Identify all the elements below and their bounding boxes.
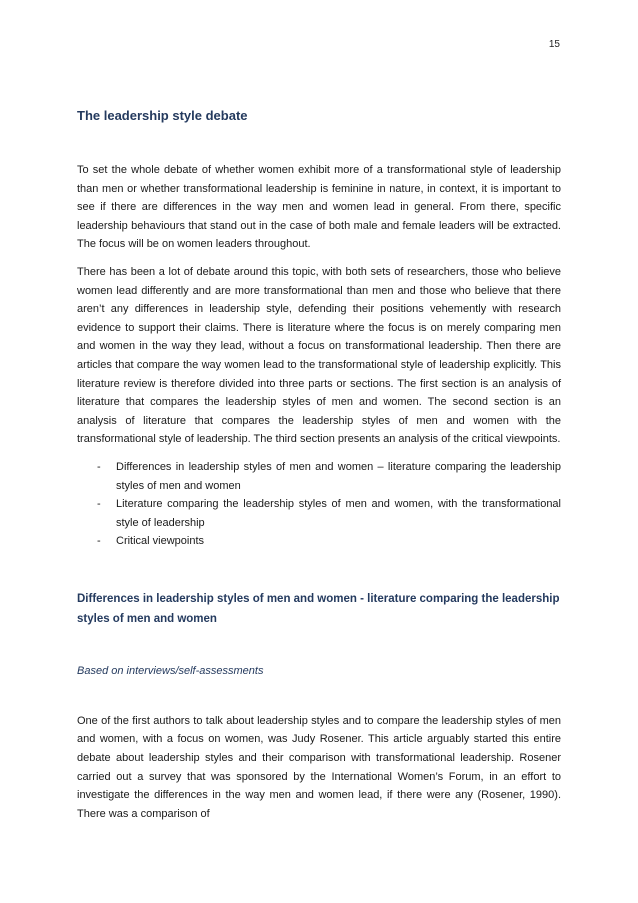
section-heading: The leadership style debate <box>77 108 248 123</box>
page-content <box>77 107 561 832</box>
rosener-paragraph: One of the first authors to talk about leadership styles and to compare the leadership styles of men and women, with a focus on women, was Judy Rosener. This article arguably started this entire debate about leadership styles and their comparison with transformational leadership. Rosener carried out a survey that was sponsored by the International Women’s Forum, in an effort to investigate the differences in the way men and women lead, if there were any (Rosener, 1990). There was a comparison of <box>77 714 561 820</box>
list-item-text: Literature comparing the leadership styles of men and women, with the transformational style of leadership <box>116 498 561 529</box>
list-dash: - <box>97 460 101 473</box>
subsubsection-heading: Based on interviews/self-assessments <box>77 664 264 677</box>
list-item-text: Differences in leadership styles of men and women – literature comparing the leadership styles of men and women <box>116 460 561 492</box>
list-item <box>97 458 561 495</box>
list-item-text: Critical viewpoints <box>116 535 205 548</box>
list-dash: - <box>97 535 101 548</box>
intro-paragraph: To set the whole debate of whether women exhibit more of a transformational style of leadership than men or whether transformational leadership is feminine in nature, in context, it is important to see if there are differences in the way men and women lead in general. From there, specific leadership behaviours that stand out in the case of both male and female leaders will be extracted. The focus will be on women leaders throughout. <box>77 164 561 251</box>
subsection-heading: Differences in leadership styles of men and women - literature comparing the leadership styles of men and women <box>77 592 560 625</box>
list-item <box>97 495 561 532</box>
debate-paragraph: There has been a lot of debate around this topic, with both sets of researchers, those who believe women lead differently and are more transformational than men and those who believe that there aren’t any differences in leadership style, defending their positions vehemently with research evidence to support their claims. There is literature where the focus is on merely comparing men and women in the way they lead, without a focus on transformational leadership. Then there are articles that compare the way women lead to the transformational style of leadership explicitly. This literature review is therefore divided into three parts or sections. The first section is an analysis of literature that compares the leadership styles of men and women. The second section is an analysis of literature that compares the leadership styles of men and women with the transformational style of leadership. The third section presents an analysis of the critical viewpoints. <box>77 265 561 446</box>
sections-list <box>77 458 561 551</box>
page-number: 15 <box>548 39 560 50</box>
list-dash: - <box>97 498 101 511</box>
list-item <box>97 532 561 551</box>
